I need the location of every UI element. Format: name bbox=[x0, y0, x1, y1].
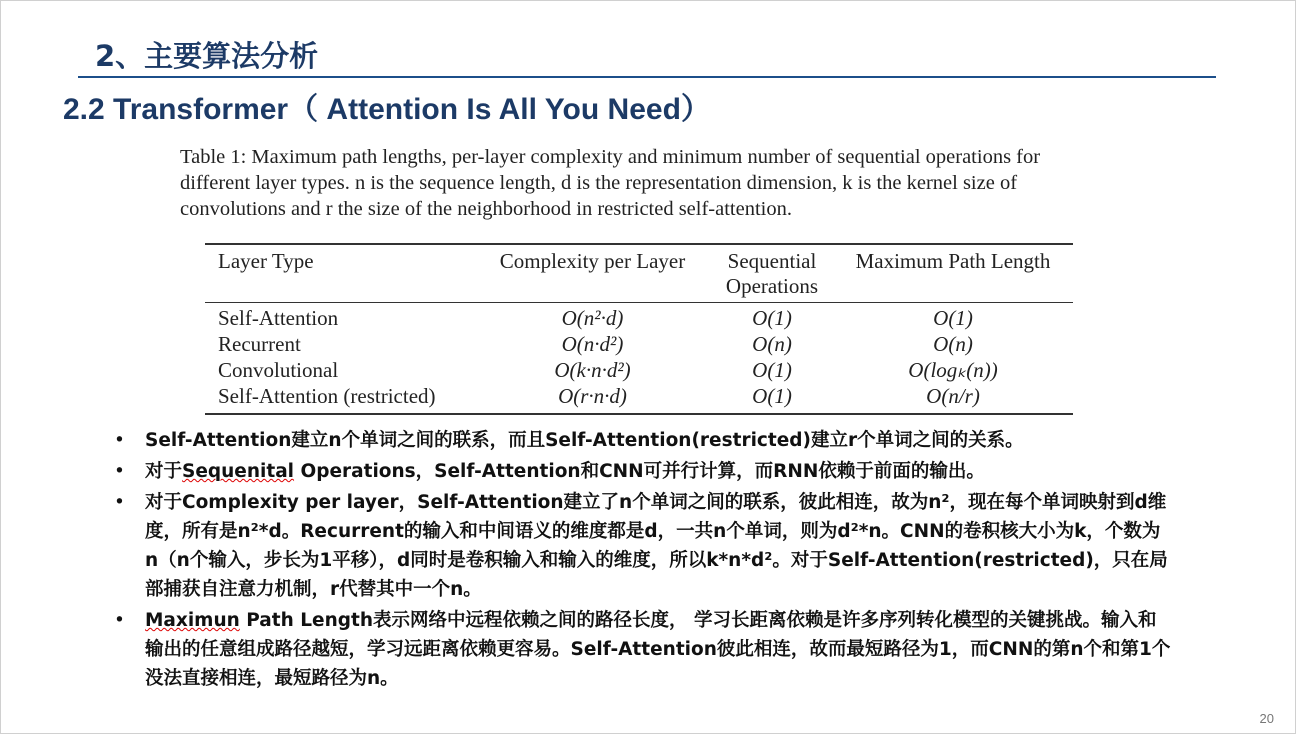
table-row bbox=[205, 302, 1073, 331]
spellcheck-word: Sequenital bbox=[182, 461, 295, 482]
header-max-path: Maximum Path Length bbox=[855, 249, 1051, 273]
cell: O(n) bbox=[752, 331, 792, 356]
slide-subtitle: 2.2 Transformer（ Attention Is All You Need） bbox=[63, 93, 711, 126]
table-row bbox=[205, 331, 1073, 357]
cell: Recurrent bbox=[218, 331, 301, 356]
cell: O(n) bbox=[933, 331, 973, 356]
cell: O(r·n·d) bbox=[558, 383, 627, 408]
bullet-item: • 对于Complexity per layer，Self-Attention建立了n个单词之间的联系，彼此相连，故为n²，现在每个单词映射到d维度，所有是n²*d。Recurrent的输入和中间语义的维度都是d，一共n个单词，则为d²*n。CNN的卷积核大小为k，个数为n（n个输入，步长为1平移），d同时是卷积输入和输入的维度，所以k*n*d²。对于Self-Attention(restricted)，只在局部捕获自注意力机制，r代替其中一个n。 bbox=[112, 488, 1172, 604]
cell: O(1) bbox=[752, 357, 792, 382]
table-row bbox=[205, 357, 1073, 383]
spellcheck-word: Maximun bbox=[145, 610, 240, 631]
header-layer-type: Layer Type bbox=[218, 249, 314, 273]
cell: Self-Attention bbox=[218, 305, 339, 330]
bullet-item: • Self-Attention建立n个单词之间的联系，而且Self-Attention(restricted)建立r个单词之间的关系。 bbox=[112, 426, 1172, 455]
cell: O(1) bbox=[752, 305, 792, 330]
cell: O(n/r) bbox=[926, 383, 980, 408]
cell: O(1) bbox=[752, 383, 792, 408]
complexity-table bbox=[205, 243, 1073, 415]
cell: Self-Attention (restricted) bbox=[218, 383, 436, 408]
table-caption: Table 1: Maximum path lengths, per-layer complexity and minimum number of sequential operations for different layer types. n is the sequence length, d is the representation dimension, k is the kernel size of convolutions and r the size of the neighborhood in restricted self-attention. bbox=[180, 146, 1041, 220]
bullet-item: • Maximun Path Length表示网络中远程依赖之间的路径长度， 学习长距离依赖是许多序列转化模型的关键挑战。输入和输出的任意组成路径越短，学习远距离依赖更容易。Self-Attention彼此相连，故而最短路径为1，而CNN的第n个和第1个没法直接相连，最短路径为n。 bbox=[112, 606, 1172, 693]
bullet-item: • 对于Sequenital Operations，Self-Attention和CNN可并行计算，而RNN依赖于前面的输出。 bbox=[112, 457, 1172, 486]
bullet-list bbox=[112, 426, 1172, 695]
cell: O(n·d²) bbox=[561, 331, 624, 356]
header-sequential: Sequential Operations bbox=[725, 249, 819, 298]
cell: O(logₖ(n)) bbox=[908, 357, 998, 382]
section-title: 2、主要算法分析 bbox=[95, 39, 319, 73]
cell: O(k·n·d²) bbox=[554, 357, 631, 382]
table-row bbox=[205, 383, 1073, 414]
title-divider bbox=[78, 76, 1216, 78]
header-complexity: Complexity per Layer bbox=[499, 249, 686, 273]
cell: Convolutional bbox=[218, 357, 339, 382]
page-number: 20 bbox=[1259, 711, 1274, 726]
table-header-row bbox=[205, 244, 1073, 302]
cell: O(n²·d) bbox=[561, 305, 624, 330]
cell: O(1) bbox=[933, 305, 973, 330]
